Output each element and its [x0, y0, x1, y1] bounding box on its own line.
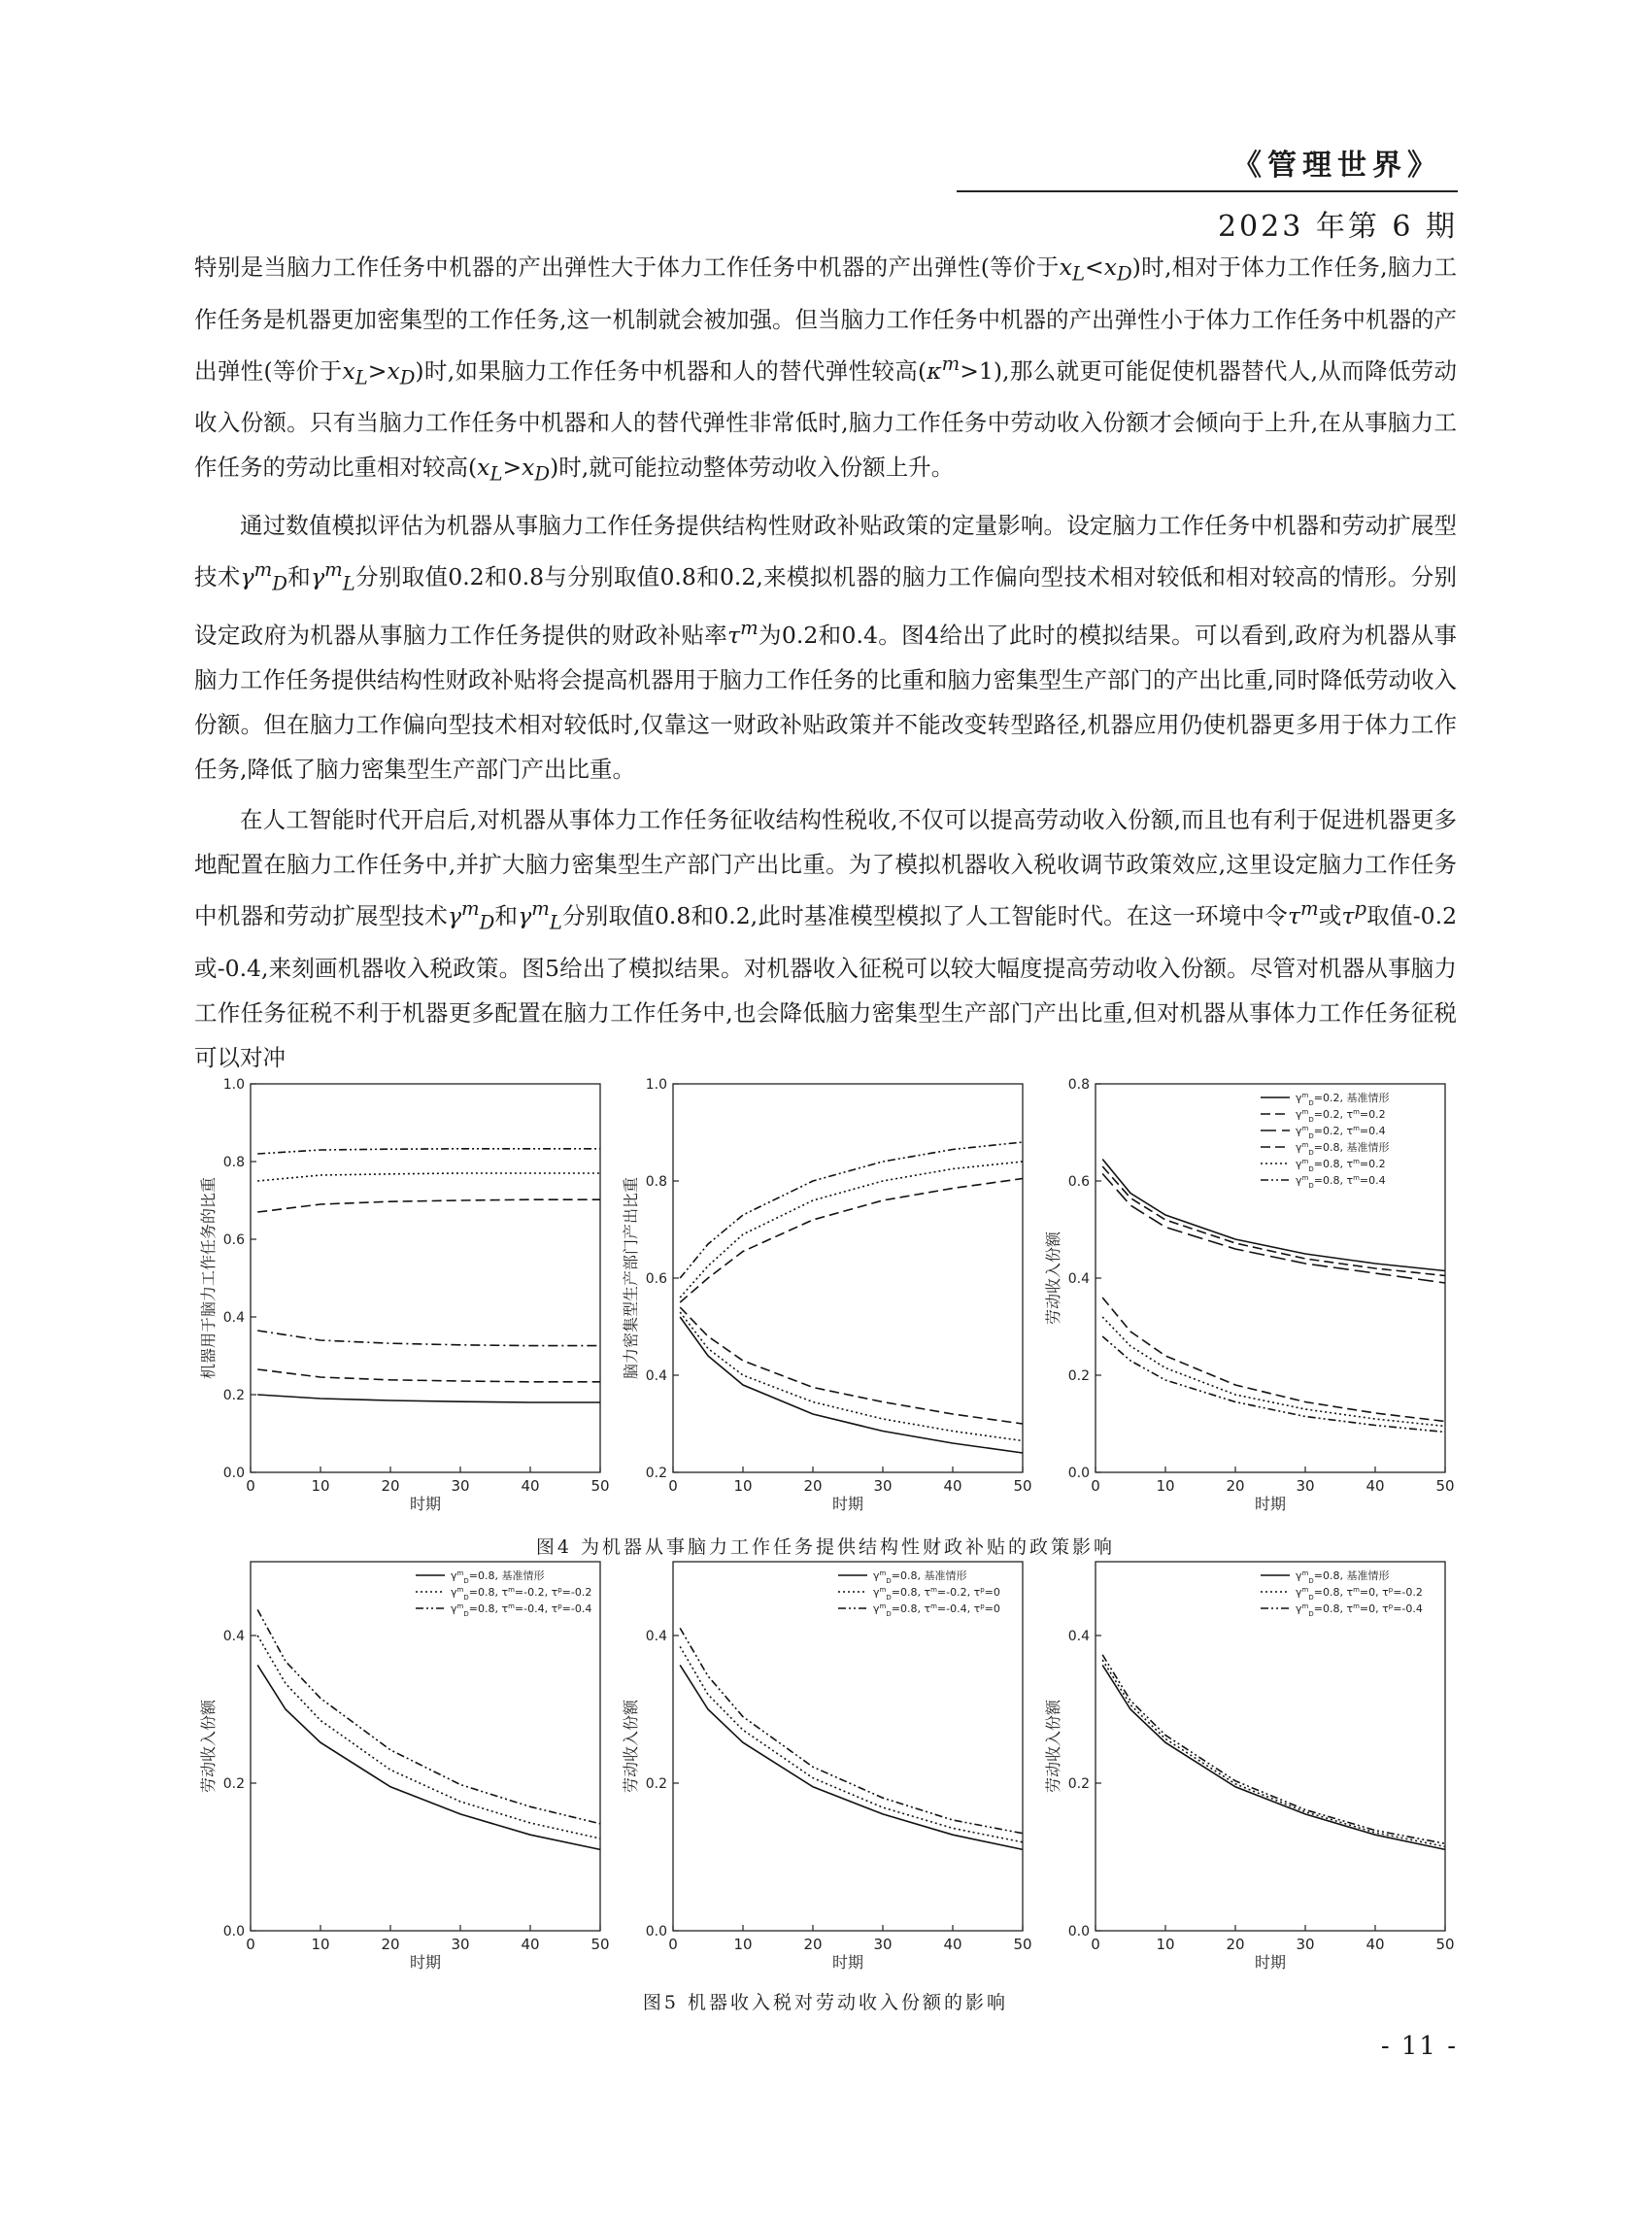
paragraph-3: 在人工智能时代开启后,对机器从事体力工作任务征收结构性税收,不仅可以提高劳动收入份额,而且也有利于促进机器更多地配置在脑力工作任务中,并扩大脑力密集型生产部门产出比重。为了模拟机器收入税收调节政策效应,这里设定脑力工作任务中机器和劳动扩展型技术$\gamma^m_D$和$\gamma^m_L$分别取值0.8和0.2,此时基准模型模拟了人工智能时代。在这一环境中令$\tau^m$或$\tau^p$取值-0.2或-0.4,来刻画机器收入税政策。图5给出了模拟结果。对机器收入征税可以较大幅度提高劳动收入份额。尽管对机器从事脑力工作任务征税不利于机器更多配置在脑力工作任务中,也会降低脑力密集型生产部门产出比重,但对机器从事体力工作任务征税可以对冲	[194, 806, 1458, 1071]
series-line-1	[1102, 1160, 1445, 1271]
chart-fig5b	[617, 1554, 1034, 1981]
series-line-2	[257, 1369, 600, 1382]
series-line-5	[257, 1173, 600, 1181]
legend-entry: $\gamma^m_D=0.8$, $\tau^m=-0.4$, $\tau^p=0$	[873, 1602, 1000, 1618]
y-axis-label: 劳动收入份额	[622, 1699, 640, 1794]
chart-fig5a	[194, 1554, 612, 1981]
series-line-3	[1102, 1655, 1445, 1844]
y-axis-label: 机器用于脑力工作任务的比重	[199, 1176, 218, 1380]
series-line-2	[680, 1646, 1023, 1841]
x-tick-label: 10	[1156, 1477, 1175, 1495]
legend-entry: $\gamma^m_D=0.8$, $\tau^m=0$, $\tau^p=-0.2$	[1296, 1586, 1423, 1602]
legend-entry: $\gamma^m_D=0.2$, 基准情形	[1296, 1092, 1390, 1107]
legend-entry: $\gamma^m_D=0.8$, 基准情形	[873, 1569, 967, 1585]
series-line-6	[680, 1142, 1023, 1278]
x-axis-label: 时期	[1254, 1495, 1287, 1513]
series-line-6	[1102, 1336, 1445, 1433]
x-tick-label: 10	[733, 1936, 753, 1953]
issue-line: 2023 年第 6 期	[1217, 210, 1458, 244]
x-tick-label: 20	[803, 1477, 823, 1495]
x-tick-label: 40	[521, 1936, 540, 1953]
x-axis-label: 时期	[831, 1953, 864, 1972]
chart-fig4a	[194, 1076, 612, 1523]
y-tick-label: 0.8	[222, 1155, 245, 1170]
series-line-1	[680, 1665, 1023, 1849]
x-tick-label: 0	[668, 1477, 678, 1495]
series-line-4	[257, 1199, 600, 1212]
series-line-2	[257, 1636, 600, 1838]
x-tick-label: 0	[246, 1936, 255, 1953]
x-tick-label: 30	[1296, 1936, 1315, 1953]
y-tick-label: 0.6	[1067, 1174, 1090, 1190]
x-tick-label: 20	[1226, 1936, 1245, 1953]
paragraph-2: 通过数值模拟评估为机器从事脑力工作任务提供结构性财政补贴政策的定量影响。设定脑力工作任务中机器和劳动扩展型技术$\gamma^m_D$和$\gamma^m_L$分别取值0.2和0.8与分别取值0.8和0.2,来模拟机器的脑力工作偏向型技术相对较低和相对较高的情形。分别设定政府为机器从事脑力工作任务提供的财政补贴率$\tau^m$为0.2和0.4。图4给出了此时的模拟结果。可以看到,政府为机器从事脑力工作任务提供结构性财政补贴将会提高机器用于脑力工作任务的比重和脑力密集型生产部门的产出比重,同时降低劳动收入份额。但在脑力工作偏向型技术相对较低时,仅靠这一财政补贴政策并不能改变转型路径,机器应用仍使机器更多用于体力工作任务,降低了脑力密集型生产部门产出比重。	[194, 511, 1458, 784]
body-text	[194, 245, 1457, 1086]
x-tick-label: 20	[381, 1477, 400, 1495]
page-number: - 11 -	[1380, 2032, 1458, 2061]
series-line-1	[257, 1395, 600, 1402]
header-rule	[957, 190, 1458, 192]
series-line-1	[257, 1665, 600, 1849]
series-line-3	[257, 1331, 600, 1346]
plot-frame	[673, 1562, 1023, 1931]
legend-entry: $\gamma^m_D=0.8$, 基准情形	[1296, 1569, 1390, 1585]
y-axis-label: 劳动收入份额	[1044, 1231, 1062, 1326]
legend-entry: $\gamma^m_D=0.8$, $\tau^m=-0.4$, $\tau^p=-0.4$	[451, 1602, 592, 1618]
y-tick-label: 0.0	[645, 1924, 667, 1939]
plot-frame	[1096, 1562, 1445, 1931]
chart-fig5c	[1039, 1554, 1457, 1981]
x-tick-label: 50	[1435, 1936, 1455, 1953]
y-axis-label: 劳动收入份额	[199, 1699, 218, 1794]
legend-entry: $\gamma^m_D=0.8$, $\tau^m=0.4$	[1296, 1174, 1386, 1190]
y-tick-label: 0.2	[1067, 1776, 1090, 1792]
series-line-1	[1102, 1665, 1445, 1849]
legend-entry: $\gamma^m_D=0.8$, $\tau^m=-0.2$, $\tau^p=0$	[873, 1586, 1000, 1602]
x-tick-label: 10	[733, 1477, 753, 1495]
y-tick-label: 0.0	[222, 1466, 245, 1481]
series-line-3	[257, 1609, 600, 1823]
series-line-4	[680, 1179, 1023, 1303]
x-tick-label: 10	[311, 1477, 330, 1495]
legend-entry: $\gamma^m_D=0.2$, $\tau^m=0.4$	[1296, 1125, 1386, 1140]
series-line-1	[680, 1317, 1023, 1453]
series-line-3	[680, 1307, 1023, 1424]
y-tick-label: 0.4	[222, 1629, 245, 1644]
x-tick-label: 50	[590, 1936, 610, 1953]
x-axis-label: 时期	[831, 1495, 864, 1513]
x-tick-label: 40	[521, 1477, 540, 1495]
legend-entry: $\gamma^m_D=0.8$, 基准情形	[451, 1569, 545, 1585]
y-tick-label: 1.0	[222, 1077, 245, 1093]
y-tick-label: 0.2	[645, 1466, 667, 1481]
plot-frame	[1096, 1084, 1445, 1472]
x-tick-label: 30	[1296, 1477, 1315, 1495]
y-tick-label: 0.4	[645, 1368, 667, 1384]
x-tick-label: 0	[668, 1936, 678, 1953]
y-axis-label: 劳动收入份额	[1044, 1699, 1062, 1794]
y-tick-label: 0.8	[645, 1174, 667, 1190]
x-tick-label: 20	[1226, 1477, 1245, 1495]
x-tick-label: 40	[943, 1936, 962, 1953]
x-tick-label: 30	[873, 1477, 893, 1495]
y-tick-label: 1.0	[645, 1077, 667, 1093]
y-tick-label: 0.2	[222, 1388, 245, 1403]
y-tick-label: 0.0	[1067, 1466, 1090, 1481]
chart-fig4b	[617, 1076, 1034, 1523]
y-tick-label: 0.2	[645, 1776, 667, 1792]
series-line-2	[1102, 1166, 1445, 1276]
journal-name: 《管理世界》	[1232, 149, 1442, 183]
x-tick-label: 30	[451, 1477, 470, 1495]
y-tick-label: 0.0	[1067, 1924, 1090, 1939]
x-tick-label: 20	[381, 1936, 400, 1953]
x-tick-label: 40	[1365, 1936, 1385, 1953]
x-tick-label: 30	[451, 1936, 470, 1953]
x-tick-label: 40	[1365, 1477, 1385, 1495]
series-line-5	[680, 1162, 1023, 1298]
x-tick-label: 40	[943, 1477, 962, 1495]
x-tick-label: 10	[311, 1936, 330, 1953]
y-tick-label: 0.4	[222, 1310, 245, 1326]
legend-entry: $\gamma^m_D=0.8$, $\tau^m=0$, $\tau^p=-0.4$	[1296, 1602, 1423, 1618]
y-tick-label: 0.4	[1067, 1271, 1090, 1287]
y-tick-label: 0.4	[1067, 1629, 1090, 1644]
y-tick-label: 0.0	[222, 1924, 245, 1939]
figure-5-caption: 图5 机器收入税对劳动收入份额的影响	[642, 1992, 1009, 2013]
plot-frame	[673, 1084, 1023, 1472]
x-tick-label: 0	[1091, 1936, 1100, 1953]
legend-entry: $\gamma^m_D=0.8$, $\tau^m=0.2$	[1296, 1158, 1386, 1173]
y-tick-label: 0.2	[1067, 1368, 1090, 1384]
x-axis-label: 时期	[409, 1495, 442, 1513]
y-tick-label: 0.6	[222, 1232, 245, 1248]
x-tick-label: 30	[873, 1936, 893, 1953]
legend-entry: $\gamma^m_D=0.8$, 基准情形	[1296, 1141, 1390, 1157]
x-tick-label: 50	[1435, 1477, 1455, 1495]
series-line-6	[257, 1149, 600, 1154]
series-line-2	[680, 1312, 1023, 1441]
series-line-2	[1102, 1660, 1445, 1846]
plot-frame	[251, 1562, 600, 1931]
paragraph-1: 特别是当脑力工作任务中机器的产出弹性大于体力工作任务中机器的产出弹性(等价于$x_L<x_D$)时,相对于体力工作任务,脑力工作任务是机器更加密集型的工作任务,这一机制就会被加强。但当脑力工作任务中机器的产出弹性小于体力工作任务中机器的产出弹性(等价于$x_L>x_D$)时,如果脑力工作任务中机器和人的替代弹性较高$(\kappa^m>1)$,那么就更可能促使机器替代人,从而降低劳动收入份额。只有当脑力工作任务中机器和人的替代弹性非常低时,脑力工作任务中劳动收入份额才会倾向于上升,在从事脑力工作任务的劳动比重相对较高$(x_L>x_D)$时,就可能拉动整体劳动收入份额上升。	[194, 253, 1458, 486]
x-tick-label: 50	[1013, 1936, 1032, 1953]
x-tick-label: 10	[1156, 1936, 1175, 1953]
chart-fig4c	[1039, 1076, 1457, 1523]
figure-5	[194, 1554, 1457, 1981]
x-axis-label: 时期	[409, 1953, 442, 1972]
x-tick-label: 0	[1091, 1477, 1100, 1495]
figure-4	[194, 1076, 1457, 1523]
series-line-3	[1102, 1174, 1445, 1284]
y-tick-label: 0.4	[645, 1629, 667, 1644]
legend-entry: $\gamma^m_D=0.8$, $\tau^m=-0.2$, $\tau^p=-0.2$	[451, 1586, 592, 1602]
y-tick-label: 0.8	[1067, 1077, 1090, 1093]
y-tick-label: 0.2	[222, 1776, 245, 1792]
x-tick-label: 50	[1013, 1477, 1032, 1495]
figure-4-caption: 图4 为机器从事脑力工作任务提供结构性财政补贴的政策影响	[535, 1536, 1116, 1558]
y-axis-label: 脑力密集型生产部门产出比重	[622, 1176, 640, 1380]
legend-entry: $\gamma^m_D=0.2$, $\tau^m=0.2$	[1296, 1108, 1386, 1124]
x-axis-label: 时期	[1254, 1953, 1287, 1972]
y-tick-label: 0.6	[645, 1271, 667, 1287]
x-tick-label: 50	[590, 1477, 610, 1495]
x-tick-label: 0	[246, 1477, 255, 1495]
plot-frame	[251, 1084, 600, 1472]
x-tick-label: 20	[803, 1936, 823, 1953]
